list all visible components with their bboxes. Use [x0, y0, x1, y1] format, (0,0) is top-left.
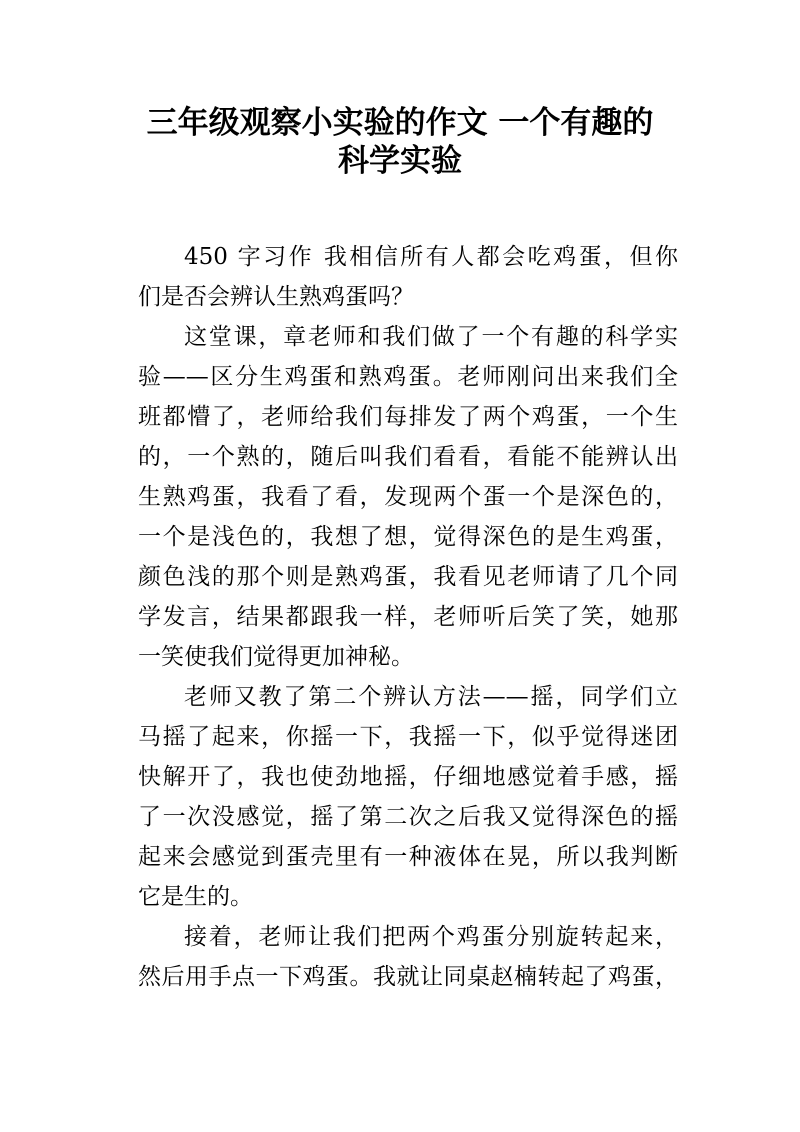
body-text-line: 验——区分生鸡蛋和熟鸡蛋。老师刚问出来我们全: [138, 364, 678, 390]
body-text-line: 然后用手点一下鸡蛋。我就让同桌赵楠转起了鸡蛋，: [138, 964, 678, 990]
body-text-line: 老师又教了第二个辨认方法——摇，同学们立: [184, 684, 678, 710]
body-text-line: 一笑使我们觉得更加神秘。: [138, 644, 414, 670]
body-text-line: 颜色浅的那个则是熟鸡蛋，我看见老师请了几个同: [138, 564, 678, 590]
body-text-line: 接着，老师让我们把两个鸡蛋分别旋转起来，: [184, 924, 678, 950]
body-text-line: 快解开了，我也使劲地摇，仔细地感觉着手感，摇: [138, 764, 678, 790]
body-text-line: 班都懵了，老师给我们每排发了两个鸡蛋，一个生: [138, 404, 678, 430]
body-text-line: 学发言，结果都跟我一样，老师听后笑了笑，她那: [138, 604, 678, 630]
body-text-line: 450 字习作 我相信所有人都会吃鸡蛋，但你: [184, 244, 678, 270]
document-title-line-1: 三年级观察小实验的作文 一个有趣的: [146, 105, 654, 141]
body-text-line: 它是生的。: [138, 884, 253, 910]
body-text-line: 马摇了起来，你摇一下，我摇一下，似乎觉得迷团: [138, 724, 678, 750]
body-text-line: 这堂课，章老师和我们做了一个有趣的科学实: [184, 324, 678, 350]
body-text-line: 们是否会辨认生熟鸡蛋吗？: [138, 284, 414, 310]
body-text-line: 一个是浅色的，我想了想，觉得深色的是生鸡蛋，: [138, 524, 678, 550]
body-text-line: 起来会感觉到蛋壳里有一种液体在晃，所以我判断: [138, 844, 678, 870]
body-text-line: 的，一个熟的，随后叫我们看看，看能不能辨认出: [138, 444, 678, 470]
body-text-line: 生熟鸡蛋，我看了看，发现两个蛋一个是深色的，: [138, 484, 678, 510]
document-title-line-2: 科学实验: [338, 143, 462, 179]
body-text-line: 了一次没感觉，摇了第二次之后我又觉得深色的摇: [138, 804, 678, 830]
document-body: [138, 237, 678, 997]
